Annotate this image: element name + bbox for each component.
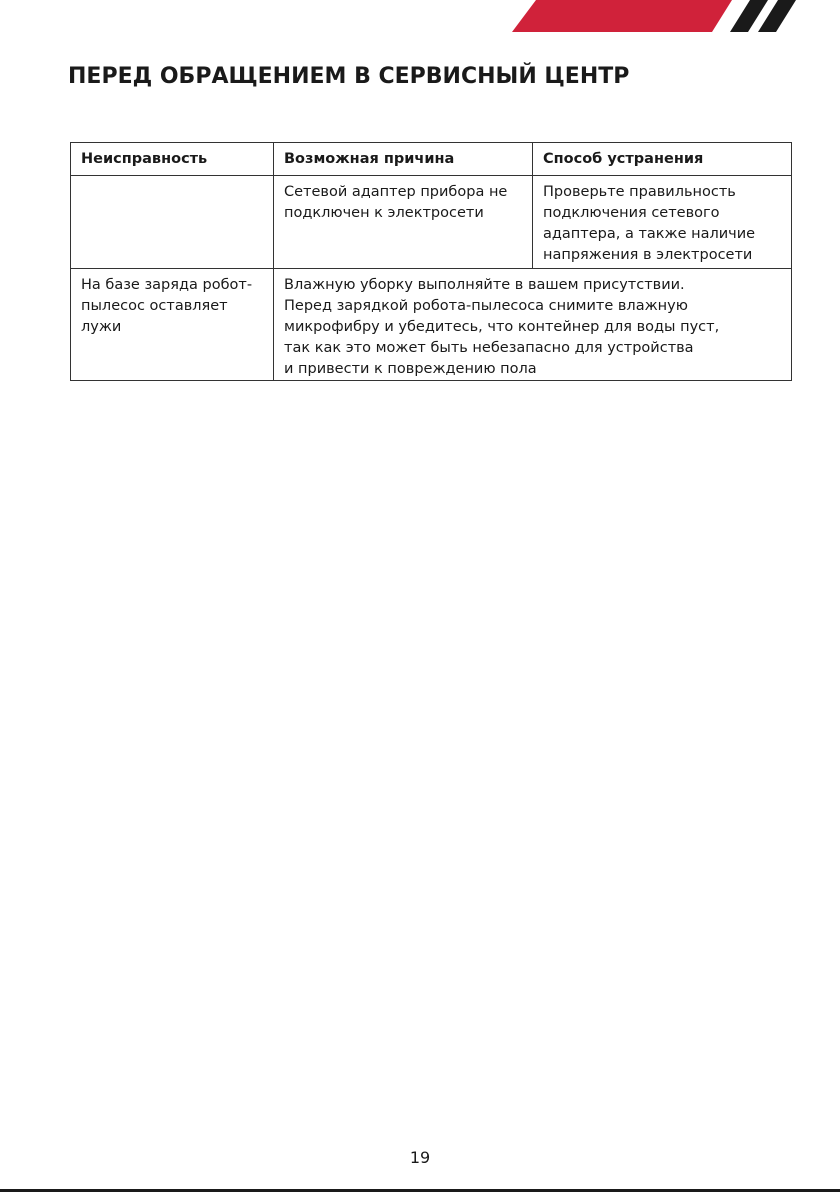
row2-fault-line: На базе заряда робот- (81, 277, 253, 293)
row1-remedy-line: подключения сетевого (543, 205, 720, 221)
row2-text-line: микрофибру и убедитесь, что контейнер для воды пуст, (284, 319, 720, 335)
row1-remedy-line: адаптера, а также наличие (543, 226, 756, 242)
table-row (71, 269, 792, 381)
page-number: 19 (409, 1148, 431, 1167)
row2-text-line: и привести к повреждению пола (284, 361, 537, 377)
page-title: ПЕРЕД ОБРАЩЕНИЕМ В СЕРВИСНЫЙ ЦЕНТР (68, 64, 630, 89)
row2-fault-line: пылесос оставляет (81, 298, 228, 314)
header-remedy: Способ устранения (533, 143, 792, 176)
row2-cause-remedy-cell (274, 269, 792, 381)
row1-fault-cell (71, 176, 274, 269)
header-fault: Неисправность (71, 143, 274, 176)
header-cause: Возможная причина (274, 143, 533, 176)
row1-cause-cell (274, 176, 533, 269)
header-stripes-decoration (0, 0, 840, 40)
row2-text-line: Перед зарядкой робота-пылесоса снимите влажную (284, 298, 688, 314)
row2-text-line: так как это может быть небезапасно для устройства (284, 340, 694, 356)
row2-fault-line: лужи (81, 319, 122, 335)
troubleshooting-table (70, 142, 792, 381)
header-red-band (512, 0, 732, 32)
row1-cause-line: Сетевой адаптер прибора не (284, 184, 508, 200)
row1-remedy-line: напряжения в электросети (543, 247, 753, 263)
row1-cause-line: подключен к электросети (284, 205, 484, 221)
row1-remedy-line: Проверьте правильность (543, 184, 736, 200)
row2-fault-cell (71, 269, 274, 381)
table-header-row (71, 143, 792, 176)
row1-remedy-cell (533, 176, 792, 269)
row2-text-line: Влажную уборку выполняйте в вашем присутствии. (284, 277, 685, 293)
table-row (71, 176, 792, 269)
